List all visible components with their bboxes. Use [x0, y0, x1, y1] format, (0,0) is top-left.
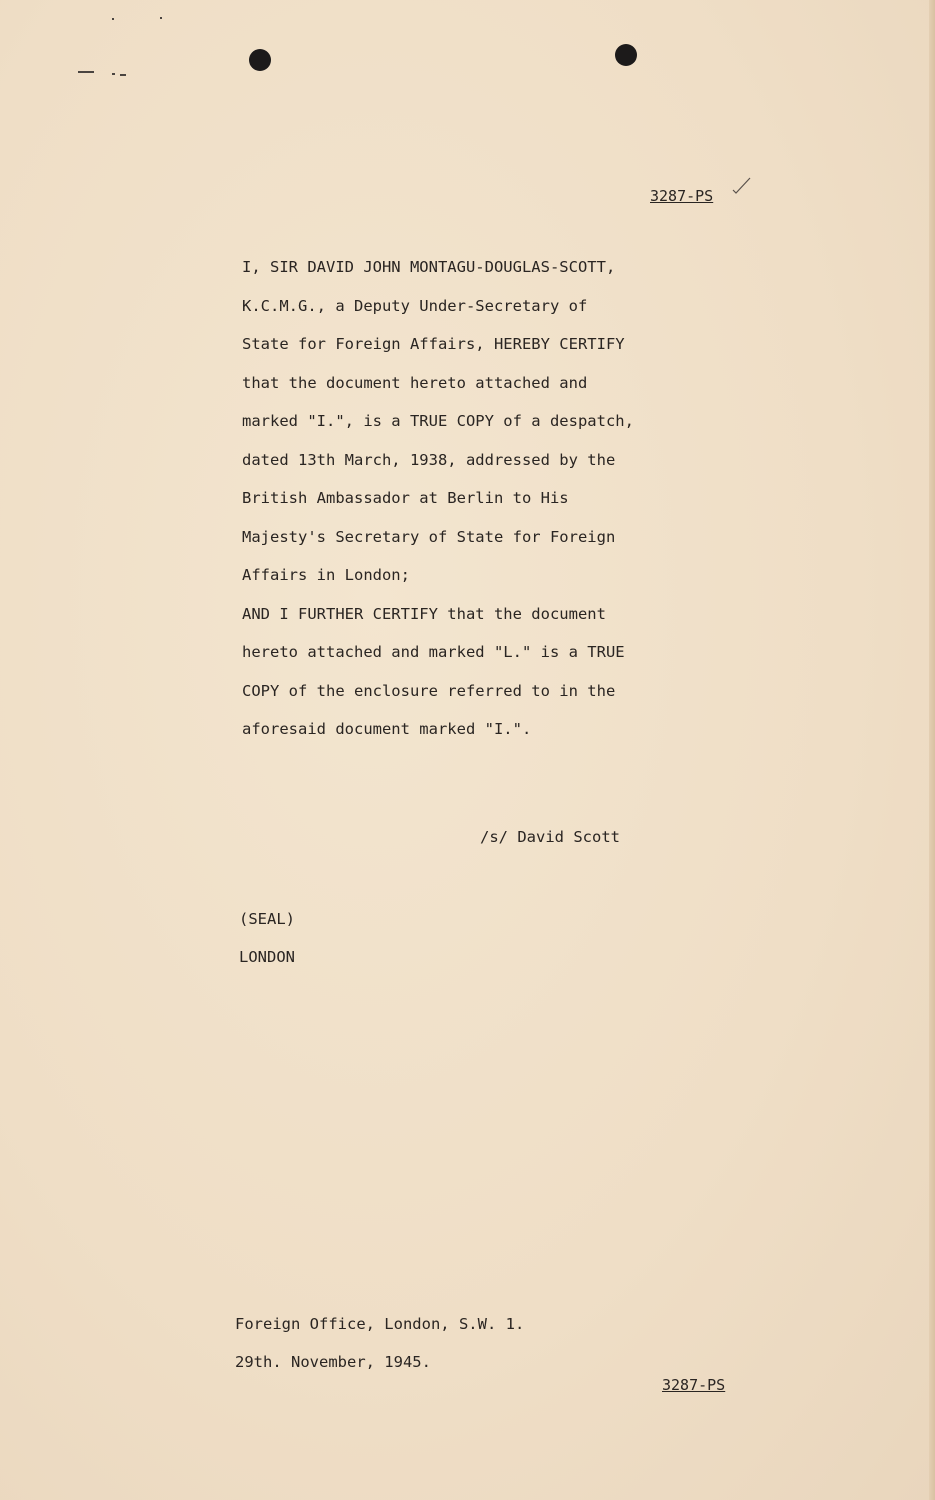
body-line: that the document hereto attached and: [242, 373, 588, 392]
margin-mark: [78, 71, 94, 73]
body-line: British Ambassador at Berlin to His: [242, 489, 569, 507]
margin-mark: [112, 73, 115, 75]
check-mark-icon: [732, 176, 752, 196]
body-line: COPY of the enclosure referred to in the: [242, 681, 616, 700]
margin-mark: [160, 17, 162, 19]
margin-mark: [112, 18, 114, 20]
margin-mark: [120, 74, 126, 76]
body-line: hereto attached and marked "L." is a TRUE: [242, 643, 625, 661]
document-date: 29th. November, 1945.: [235, 1353, 431, 1371]
body-line: Majesty's Secretary of State for Foreign: [242, 527, 616, 546]
office-address: Foreign Office, London, S.W. 1.: [235, 1315, 525, 1333]
body-line: marked "I.", is a TRUE COPY of a despatch,: [242, 412, 634, 430]
seal-block: [239, 900, 295, 976]
body-line: State for Foreign Affairs, HEREBY CERTIFY: [242, 335, 625, 353]
body-line: Affairs in London;: [242, 566, 410, 584]
seal-label: (SEAL): [239, 910, 295, 928]
body-line: AND I FURTHER CERTIFY that the document: [242, 604, 606, 623]
paper-edge: [929, 0, 935, 1500]
body-line: aforesaid document marked "I.".: [242, 720, 532, 738]
punch-hole-left: [249, 49, 271, 71]
document-reference-top: 3287-PS: [650, 187, 714, 205]
document-reference-bottom: 3287-PS: [662, 1376, 726, 1394]
punch-hole-right: [615, 44, 637, 66]
body-line: dated 13th March, 1938, addressed by the: [242, 450, 616, 469]
certificate-body: [242, 248, 682, 749]
seal-place: LONDON: [239, 948, 295, 966]
body-line: I, SIR DAVID JOHN MONTAGU-DOUGLAS-SCOTT,: [242, 258, 616, 276]
footer-block: [235, 1305, 524, 1381]
body-line: K.C.M.G., a Deputy Under-Secretary of: [242, 296, 588, 315]
signature-line: /s/ David Scott: [480, 828, 620, 846]
